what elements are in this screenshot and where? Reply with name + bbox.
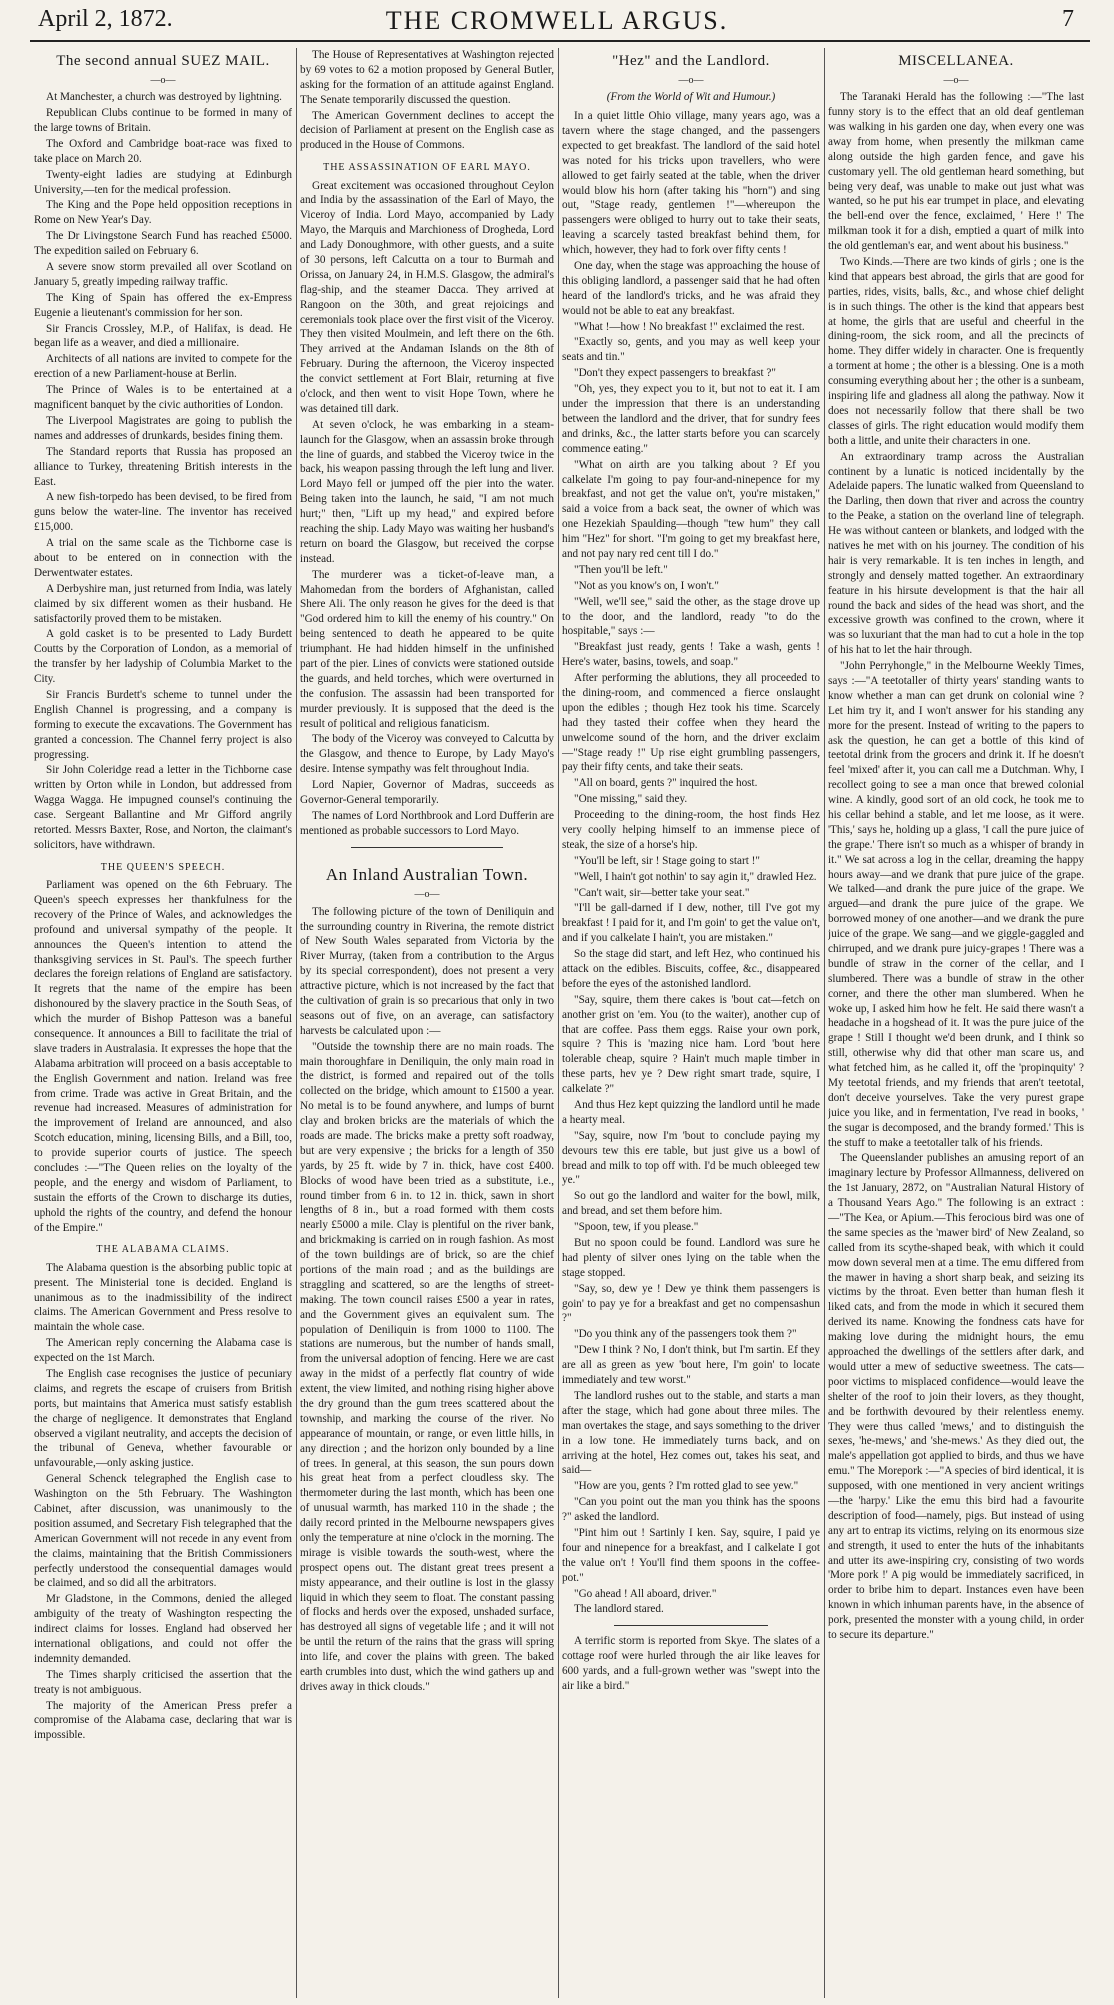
paragraph: "Not as you know's on, I won't.": [574, 579, 719, 592]
paragraph: Architects of all nations are invited to compete for the erection of a new Parliament-house at Berlin.: [34, 353, 292, 381]
paragraph: At seven o'clock, he was embarking in a steam-launch for the Glasgow, when an assassin broke through the line of guards, and stabbed the Viceroy twice in the back, his weapon passing through the left lung and liver. Lord Mayo fell or jumped off the pier into the water. Being taken into the launch, he said, "I am not much hurt;" then, "Lift up my head," and expired before reaching the ship. Lady Mayo was waiting her husband's return on board the Glasgow, but received the corpse instead.: [300, 418, 554, 565]
section-rule: [351, 847, 503, 848]
paragraph: But no spoon could be found. Landlord was sure he had plenty of silver ones lying on the table when the stage stopped.: [562, 1237, 820, 1279]
section-rule: [614, 1625, 769, 1626]
hez-story-source: (From the World of Wit and Humour.): [606, 91, 776, 104]
paragraph: The majority of the American Press prefer a compromise of the Alabama case, declaring that war is impossible.: [34, 1699, 292, 1742]
paragraph: The Times sharply criticised the assertion that the treaty is not ambiguous.: [34, 1668, 292, 1696]
paragraph: Sir Francis Burdett's scheme to tunnel under the English Channel is progressing, and a company is forming to execute the excavations. The Government has granted a concession. The Channel ferry project is also progressing.: [34, 688, 292, 761]
paragraph: "All on board, gents ?" inquired the host.: [574, 777, 758, 790]
alabama-claims-heading: THE ALABAMA CLAIMS.: [96, 1244, 230, 1256]
newspaper-title: THE CROMWELL ARGUS.: [385, 6, 729, 35]
paragraph: "Exactly so, gents, and you may as well keep your seats and tin.": [562, 336, 820, 364]
paragraph: Proceeding to the dining-room, the host finds Hez very coolly helping himself to an immense piece of steak, the size of a horse's hip.: [562, 809, 820, 851]
alabama-claims-body: [34, 1261, 292, 1744]
paragraph: So out go the landlord and waiter for the bowl, milk, and bread, and set them before him.: [562, 1190, 820, 1218]
masthead-rule: [30, 40, 1090, 42]
column-divider: [296, 48, 297, 1998]
page-number: 7: [1062, 6, 1074, 32]
paragraph: The Dr Livingstone Search Fund has reached £5000. The expedition sailed on February 6.: [34, 230, 292, 258]
paragraph: "What !—how ! No breakfast !" exclaimed the rest.: [574, 320, 805, 333]
paragraph: The Taranaki Herald has the following :—"The last funny story is to the effect that an old deaf gentleman was walking in his garden one day, when every one was away from home, when presently the milkman came along outside the high garden fence, and gave his customary yell. The old gentleman heard something, but being very deaf, was unable to make out just what was wanted, so he put his ear trumpet in place, and elevating the bell-end over the fence, exclaimed, ' Here !' The milkman took it for a dish, emptied a quart of milk into the old gentleman's ear, and went about his business.": [828, 91, 1084, 253]
paragraph: And thus Hez kept quizzing the landlord until he made a hearty meal.: [562, 1099, 820, 1126]
paragraph: The landlord stared.: [574, 1603, 664, 1616]
paragraph: "What on airth are you talking about ? Ef you calkelate I'm going to pay four-and-ninepence for my breakfast, and not get the value on't, you're mistaken," said a voice from a back seat, the owner of which was one Hezekiah Spaulding—though "tew hum" they call him "Hez" for short. "I'm going to get my breakfast here, and not pay nary red cent till I do.": [562, 458, 820, 560]
paragraph: The King and the Pope held opposition receptions in Rome on New Year's Day.: [34, 199, 292, 227]
paragraph: The murderer was a ticket-of-leave man, a Mahomedan from the borders of Afghanistan, called Shere Ali. The only reason he gives for the deed is that "God ordered him to kill the enemy of his country." On being sentenced to death he appeared to be quite triumphant. He had hidden himself in the unfinished part of the pier. Lines of convicts were stationed outside the guards, and held torches, which were overturned in the confusion. The assassin had been transported for murder previously. It is supposed that the deed is the result of political and religious fanaticism.: [300, 568, 554, 730]
column-3: [562, 48, 820, 1998]
queens-speech-body: [34, 878, 292, 1235]
paragraph: "Say, squire, now I'm 'bout to conclude paying my devours tew this ere table, but just give us a bowl of bread and milk to top off with. I'd be much obleeged tew ye.": [562, 1129, 820, 1187]
paragraph: The House of Representatives at Washington rejected by 69 votes to 62 a motion proposed by General Butler, asking for the formation of an attitude against England. The Senate temporarily discussed the question.: [300, 49, 554, 106]
paragraph: So the stage did start, and left Hez, who continued his attack on the edibles. Biscuits, coffee, &c., disappeared before the eyes of the astonished landlord.: [562, 948, 820, 990]
paragraph: "Breakfast just ready, gents ! Take a wash, gents ! Here's water, basins, towels, and soap.": [562, 641, 820, 669]
paragraph: "Say, so, dew ye ! Dew ye think them passengers is goin' to pay ye for a breakfast and get no compensashun ?": [562, 1282, 820, 1325]
paragraph: The Standard reports that Russia has proposed an alliance to Turkey, threatening British interests in the East.: [34, 445, 292, 488]
paragraph: Twenty-eight ladies are studying at Edinburgh University,—ten for the medical profession.: [34, 168, 292, 196]
paragraph: "John Perryhongle," in the Melbourne Weekly Times, says :—"A teetotaller of thirty years' standing wants to know whether a man can get drunk on colonial wine ? Let him try it, and I won't answer for his standing any more for the present. Instead of writing to the papers to ask the question, he can get a bottle of this kind of teetotal drink from the grocers and drink it. If he doesn't feel 'mixed' after it, you can call me a Dutchman. Why, I recollect going to see a man once that brewed colonial wine. A kindly, good sort of an old cock, he took me to his cellar behind a stable, and let me loose, as it were. 'This,' says he, holding up a glass, 'I call the pure juice of the grape.' There isn't so much as a whisper of brandy in it." We sat across a log in the cellar, dreaming the happy hours away—and we drank that pure juice of the grape. We talked—and drank the pure juice of the grape. We argued—and drank the pure juice of the grape. We borrowed money of one another—and we drank the pure juice of the grape. We sang—and we giggle-gaggled and chirruped, and we drank pure juicy-grapes ! There was a bundle of straw in the corner of the cellar, and I slumbered. There was a bundle of straw in the other corner, and there the other man slumbered. When he woke up, I asked him how he felt. He said there wasn't a headache in a hogshead of it. It was the pure juice of the grape ! Still I thought we'd been drunk, and I think so still, otherwise why did that other man scare us, and what fetched him, as he called it, off the 'propinquity' ? My teetotal friends, and my friends that aren't teetotal, don't deceive yourselves. Take the very purest grape juice you like, and in fermentation, I've read in books, ' the sugar is decomposed, and the brandy formed.' This is the stuff to make a teetotaller talk of his friends.: [828, 660, 1084, 1149]
column-2: [300, 48, 554, 1998]
column-divider: [824, 48, 825, 1998]
paragraph: "Outside the township there are no main roads. The main thoroughfare in Deniliquin, the only main road in the district, is formed and repaired out of the tolls collected on the bridge, which amount to £1500 a year. No metal is to be found anywhere, and lumps of burnt clay and broken bricks are the materials of which the roads are made. The bricks make a pretty soft roadway, but are very expensive ; the bricks for a length of 350 yards, by 25 ft. wide by 7 in. thick, have cost £400. Blocks of wood have been tried as a substitute, i.e., round timber from 6 in. to 12 in. thick, sawn in short lengths of 8 in., but a road formed with them costs nearly £5000 a mile. Clay is plentiful on the river bank, and brickmaking is carried on in rough fashion. As most of the town buildings are of brick, so are the chief portions of the main road ; and as the buildings are straggling and scattered, so are the lengths of street-making. The town council raises £500 a year in rates, and the Government gives an equivalent sum. The population of Deniliquin is from 1000 to 1100. The stations are numerous, but the number of hands small, from the universal adoption of fencing. Here we are cast away in the midst of a perfectly flat country of wide extent, the view limited, and nothing rising higher above the dry ground than the gum trees scattered about the township, and marking the course of the river. No appearance of mountain, or range, or even little hills, in any direction ; and the horizon only bounded by a line of trees. In general, at this season, the sun pours down his great heat from a perfect cloudless sky. The thermometer during the last month, which has been one of unusual warmth, has marked 110 in the shade ; the daily record printed in the Melbourne newspapers gives only the temperature at nine o'clock in the morning. The mirage is visible towards the south-west, where the prospect opens out. The distant great trees present a misty appearance, and their outline is lost in the glassy liquid in which they seem to float. The constant passing of flocks and herds over the exposed, unshaded surface, has destroyed all signs of vegetable life ; and it will not be until the return of the rains that the grass will spring into life, and cover the plains with green. The baked earth crumbles into dust, which the wind gathers up and drives away in thick clouds.": [300, 1040, 554, 1693]
paragraph: One day, when the stage was approaching the house of this obliging landlord, a passenger said that he had often heard of the landlord's tricks, and he was afraid they would not be able to eat any breakfast.: [562, 260, 820, 317]
paragraph: At Manchester, a church was destroyed by lightning.: [46, 91, 282, 104]
paragraph: The King of Spain has offered the ex-Empress Eugenie a lieutenant's commission for her son.: [34, 291, 292, 319]
paragraph: The Prince of Wales is to be entertained at a magnificent banquet by the civic authorities of London.: [34, 384, 292, 412]
paragraph: "Spoon, tew, if you please.": [574, 1221, 699, 1234]
paragraph: Republican Clubs continue to be formed in many of the large towns of Britain.: [34, 107, 292, 135]
paragraph: A new fish-torpedo has been devised, to be fired from guns below the water-line. The inventor has received £15,000.: [34, 491, 292, 534]
paragraph: The Oxford and Cambridge boat-race was fixed to take place on March 20.: [34, 137, 292, 165]
paragraph: The American reply concerning the Alabama case is expected on the 1st March.: [34, 1337, 292, 1365]
hez-story-heading: "Hez" and the Landlord.: [612, 53, 770, 69]
paragraph: "Don't they expect passengers to breakfast ?": [574, 367, 776, 380]
ornament-divider: —o—: [414, 889, 440, 901]
paragraph: "How are you, gents ? I'm rotted glad to see yew.": [574, 1480, 799, 1493]
paragraph: The English case recognises the justice of pecuniary claims, and regrets the escape of cruisers from British ports, but maintains that America must satisfy establish the charge of negligence. It demonstrates that England observed a vigilant neutrality, and accepts the decision of the tribunal of Geneva, whether favourable or unfavourable,—only asking justice.: [34, 1367, 292, 1470]
paragraph: "Can you point out the man you think has the spoons ?" asked the landlord.: [562, 1496, 820, 1524]
paragraph: A gold casket is to be presented to Lady Burdett Coutts by the Corporation of London, as a memorial of the transfer by her ladyship of Columbia Market to the City.: [34, 628, 292, 686]
paragraph: A Derbyshire man, just returned from India, was lately claimed by six different women as their husband. He satisfactorily proved them to be mistaken.: [34, 582, 292, 625]
paragraph: "Pint him out ! Sartinly I ken. Say, squire, I paid ye four and ninepence for a breakfast, and I calkelate I got the value on't ! You'll find them spoons in the coffee-pot.": [562, 1526, 820, 1584]
issue-date: April 2, 1872.: [38, 6, 173, 32]
masthead: [0, 0, 1114, 40]
paragraph: The Liverpool Magistrates are going to publish the names and addresses of drunkards, besides fining them.: [34, 414, 292, 442]
paragraph: Sir Francis Crossley, M.P., of Halifax, is dead. He began life as a weaver, and died a millionaire.: [34, 322, 292, 350]
paragraph: The body of the Viceroy was conveyed to Calcutta by the Glasgow, and thence to Europe, by Lady Mayo's desire. Intense sympathy was felt throughout India.: [300, 733, 554, 776]
paragraph: "You'll be left, sir ! Stage going to start !": [574, 854, 760, 867]
paragraph: The names of Lord Northbrook and Lord Dufferin are mentioned as probable successors to Lord Mayo.: [300, 809, 554, 837]
paragraph: The Alabama question is the absorbing public topic at present. The Ministerial tone is decided. England is unanimous as to the inadmissibility of the indirect claims. The American Government and Press resolve to maintain the whole case.: [34, 1261, 292, 1334]
paragraph: Great excitement was occasioned throughout Ceylon and India by the assassination of the Earl of Mayo, the Viceroy of India. Lord Mayo, accompanied by Lady Mayo, the Marquis and Marchioness of Drogheda, Lord and Lady Donoughmore, with other guests, and a suite of 30 persons, left Calcutta on a tour to Burmah and Orissa, on January 24, in H.M.S. Glasgow, the admiral's flag-ship, and the steamer Dacca. They arrived at Rangoon on the 30th, and great rejoicings and ceremonials took place over the first visit of the Viceroy. They then visited Moulmein, and left there on the 6th. They arrived at the Andaman Islands on the 8th of February. During the afternoon, the Viceroy inspected the convict settlement at Fort Blair, returning at five o'clock, and then went to visit Hope Town, where he was detained till dark.: [300, 179, 554, 415]
paragraph: "Say, squire, them there cakes is 'bout cat—fetch on another grist on 'em. You (to the waiter), another cup of that are coffee. Pass them eggs. Raise your own pork, squire ? This is 'mazing nice ham. Lord 'bout here tolerable cheap, squire ? Hain't much maple timber in these parts, hev ye ? Dew right smart trade, squire, I calkelate ?": [562, 993, 820, 1096]
paragraph: The American Government declines to accept the decision of Parliament at present on the English case as produced in the House of Commons.: [300, 109, 554, 152]
paragraph: "Well, we'll see," said the other, as the stage drove up to the door, and the landlord, ready "to do the hospitable," says :—: [562, 595, 820, 638]
paragraph: Sir John Coleridge read a letter in the Tichborne case written by Orton while in London, but addressed from Wagga Wagga. He impugned counsel's continuing the case. Sergeant Ballantine and Mr Gifford angrily retorted. Messrs Baxter, Rose, and Norton, the claimant's solicitors, have withdrawn.: [34, 764, 292, 851]
inland-town-body: [300, 905, 554, 1695]
miscellanea-body: [828, 90, 1084, 1643]
paragraph: A trial on the same scale as the Tichborne case is about to be entered on in connection with the Derwentwater estates.: [34, 537, 292, 579]
paragraph: General Schenck telegraphed the English case to Washington on the 5th February. The Washington Cabinet, after discussion, was unanimously to the position assumed, and Secretary Fish telegraphed that the American Government will not recede in any event from the claims, maintaining that the British Commissioners perfectly understood the consequential damages would be claimed, and so did all the arbitrators.: [34, 1473, 292, 1590]
miscellanea-heading: MISCELLANEA.: [898, 53, 1014, 69]
ornament-divider: —o—: [943, 74, 969, 86]
paragraph: After performing the ablutions, they all proceeded to the dining-room, and commenced a fierce onslaught upon the edibles ; though Hez took his time. Scarcely had they tasted their coffee when they heard the unwelcome sound of the horn, and the driver exclaim—"Stage ready !" Up rise eight grumbling passengers, pay their fifty cents, and take their seats.: [562, 672, 820, 774]
paragraph: The landlord rushes out to the stable, and starts a man after the stage, which had gone about three miles. The man overtakes the stage, and says something to the driver in a low tone. He immediately turns back, and on arriving at the hotel, Hez comes out, takes his seat, and said—: [562, 1389, 820, 1477]
paragraph: Lord Napier, Governor of Madras, succeeds as Governor-General temporarily.: [300, 779, 554, 807]
paragraph: "Go ahead ! All aboard, driver.": [574, 1587, 717, 1600]
paragraph: "I'll be gall-darned if I dew, nother, till I've got my breakfast ! I paid for it, and I'm goin' to get the value on't, and if you calkelate I hain't, you are mistaken.": [562, 902, 820, 945]
paragraph: "One missing," said they.: [574, 793, 688, 806]
ornament-divider: —o—: [150, 74, 176, 86]
suez-mail-heading: The second annual SUEZ MAIL.: [56, 53, 270, 69]
paragraph: In a quiet little Ohio village, many years ago, was a tavern where the stage changed, and the passengers expected to get breakfast. The landlord of the said hotel was noted for his tricks upon travellers, who were allowed to get fairly seated at the table, when the driver would blow his horn (after taking his "horn") and sing out, "Stage ready, gentlemen !"—whereupon the passengers were obliged to hurry out to take their seats, leaving a scarcely tasted breakfast behind them, for which, however, they had to fork over fifty cents !: [562, 110, 820, 257]
paragraph: "Can't wait, sir—better take your seat.": [574, 886, 750, 899]
paragraph: "Then you'll be left.": [574, 563, 668, 576]
mayo-assassination-body: [300, 179, 554, 839]
column-divider: [558, 48, 559, 1998]
paragraph: "Well, I hain't got nothin' to say agin it," drawled Hez.: [574, 870, 817, 883]
column-4: [828, 48, 1084, 1998]
paragraph: An extraordinary tramp across the Australian continent by a lunatic is noticed incidentally by the Adelaide papers. The lunatic walked from Queensland to the Darling, then down that river and across the country to the Peake, a station on the overland line of telegraph. He was without canteen or blankets, and lodged with the natives he met with on his journey. The condition of his hair is very remarkable. It is ten inches in length, and strongly and densely matted together. An extraordinary feature in his hirsute development is that the hair all round the back and sides of the head was short, and the excessive growth was confined to the crown, where it was so luxuriant that the man had to cut a hole in the top of his hat to let the hair through.: [828, 450, 1084, 657]
paragraph: Two Kinds.—There are two kinds of girls ; one is the kind that appears best abroad, the girls that are good for parties, rides, visits, balls, &c., and whose chief delight is in such things. The other is the kind that appears best at home, the girls that are useful and cheerful in the dining-room, the sick room, and all the precincts of home. They differ widely in character. One is frequently a torment at home ; the other is a blessing. One is a moth consuming everything about her ; the other is a sunbeam, inspiring life and gladness all along the pathway. Now it does not necessarily follow that there shall be two classes of girls. The right education would modify them both a little, and unite their characters in one.: [828, 256, 1084, 447]
paragraph: Mr Gladstone, in the Commons, denied the alleged ambiguity of the treaty of Washington respecting the indirect claims for losses. England had observed her international obligations, and could not offer the indemnity demanded.: [34, 1593, 292, 1665]
paragraph: "Do you think any of the passengers took them ?": [574, 1328, 797, 1341]
mayo-assassination-heading: THE ASSASSINATION OF EARL MAYO.: [323, 162, 531, 174]
ornament-divider: —o—: [678, 74, 704, 86]
queens-speech-heading: THE QUEEN'S SPEECH.: [100, 861, 226, 873]
paragraph: Parliament was opened on the 6th February. The Queen's speech expresses her thankfulness for the recovery of the Prince of Wales, and acknowledges the profound and universal sympathy of the people. It announces the Queen's intention to attend the thanksgiving services in St. Paul's. The speech further declares the foreign relations of England are satisfactory. It regrets that the name of the empire has been dishonoured by the slavery practice in the South Seas, of which the murder of Bishop Patteson was a baneful consequence. It announces a Bill to facilitate the trial of slave traders in Australasia. It expresses the hope that the Alabama arbitration will proceed on a basis acceptable to the English Government and nation. Ireland was free from crime. Trade was active in Great Britain, and the revenue had increased. Measures of administration for the improvement of Ireland are announced, and also Scotch education, mining, licensing Bills, and a Bill, too, to provide superior courts of justice. The speech concludes :—"The Queen relies on the loyalty of the people, and the energy and wisdom of Parliament, to sustain the efforts of the Crown to discharge its duties, uphold the rights of the country, and defend the honour of the Empire.": [34, 879, 292, 1234]
inland-town-heading: An Inland Australian Town.: [325, 864, 529, 884]
paragraph: The Queenslander publishes an amusing report of an imaginary lecture by Professor Allmanness, delivered on the 1st January, 2872, on "Australian Natural History of a Thousand Years Ago." The following is an extract :—"The Kea, or Apium.—This ferocious bird was one of the same species as the 'mawer bird' of New Zealand, so called from its scythe-shaped beak, with which it could mow down several men at a time. The emu differed from the mawer in having a short sharp beak, and seizing its victims by the throat. Even better than human flesh it liked cats, and from the mode in which it secured them derived its name. Knowing the fondness cats have for making love during the midnight hours, the emu approached the dwellings of the settlers after dark, and would utter a mew of seductive sweetness. The cats—poor victims to misplaced confidence—would leave the shelter of the roof to join their lovers, as they thought, and be forthwith devoured by their relentless enemy. They were thus called 'mews,' and to distinguish the sexes, 'he-mews,' and 'she-mews.' As they died out, the male's appellation got applied to birds, and thus we have emu." The Morepork :—"A species of bird identical, it is supposed, with one mentioned in very ancient writings—the 'harpy.' Like the emu this bird had a favourite description of food—namely, pigs. But instead of using any art to entrap its victims, relying on its enormous size and strength, it used to enter the huts of the inhabitants and utter its awe-inspiring cry, consisting of two words 'More pork !' A pig would be immediately sacrificed, in order to bribe him to depart. Instances even have been known in which inhuman parents have, in the absence of pork, presented the monster with a young child, in order to secure its departure.": [828, 1152, 1084, 1641]
house-of-representatives-items: [300, 48, 554, 153]
column-1: [34, 48, 292, 1998]
paragraph: The following picture of the town of Deniliquin and the surrounding country in Riverina, the remote district of New South Wales separated from Victoria by the River Murray, (taken from a contribution to the Argus by its special correspondent), does not present a very attractive picture, which is not increased by the fact that the cultivation of grain is so precarious that only in two seasons out of five, on an average, can satisfactory harvests be calculated upon :—: [300, 905, 554, 1037]
storm-item: A terrific storm is reported from Skye. The slates of a cottage roof were hurled through the air like leaves for 600 yards, and a full-grown wether was "swept into the air like a bird.": [562, 1635, 820, 1692]
paragraph: "Dew I think ? No, I don't think, but I'm sartin. Ef they are all as green as yew 'bout here, I'm goin' to locate immediately and tew worst.": [562, 1344, 820, 1387]
hez-story-body: [562, 109, 820, 1617]
paragraph: "Oh, yes, they expect you to it, but not to eat it. I am under the impression that there is an understanding between the landlord and the driver, that for sundry fees and drinks, &c., the latter starts before you can scarcely commence eating.": [562, 383, 820, 455]
suez-mail-items: [34, 90, 292, 853]
paragraph: A severe snow storm prevailed all over Scotland on January 5, greatly impeding railway traffic.: [34, 261, 292, 288]
